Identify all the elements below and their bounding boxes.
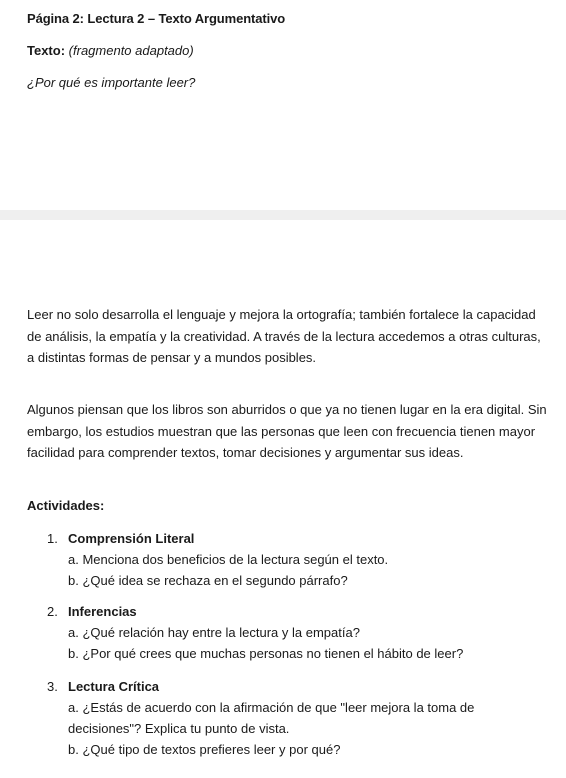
activity-label: Comprensión Literal — [68, 531, 195, 546]
activity-question: a. ¿Qué relación hay entre la lectura y la empatía? — [68, 625, 360, 640]
activity-question: a. ¿Estás de acuerdo con la afirmación de que "leer mejora la toma de decisiones"? Explica tu punto de vista. — [68, 700, 475, 736]
paragraph-2: Algunos piensan que los libros son aburridos o que ya no tienen lugar en la era digital. Sin embargo, los estudios muestran que las personas que leen con frecuencia tienen mayor facilidad para comprender textos, tomar decisiones y argumentar sus ideas. — [27, 402, 547, 460]
text-label: Texto: — [27, 43, 66, 58]
activity-number: 1. — [47, 531, 58, 546]
page-title: Página 2: Lectura 2 – Texto Argumentativo — [27, 11, 286, 26]
activity-item-3 — [47, 676, 547, 760]
activity-item-2 — [47, 601, 547, 664]
text-source-line — [27, 43, 194, 58]
activity-title — [47, 528, 547, 549]
activity-number: 3. — [47, 679, 58, 694]
reading-question: ¿Por qué es importante leer? — [27, 75, 196, 90]
activity-question: b. ¿Por qué crees que muchas personas no tienen el hábito de leer? — [68, 646, 464, 661]
activity-item-1 — [47, 528, 547, 591]
activity-question: b. ¿Qué idea se rechaza en el segundo párrafo? — [68, 573, 348, 588]
activity-label: Lectura Crítica — [68, 679, 160, 694]
page-break — [0, 210, 566, 220]
activity-question: a. Menciona dos beneficios de la lectura según el texto. — [68, 552, 389, 567]
activities-heading: Actividades: — [27, 498, 105, 513]
activity-number: 2. — [47, 604, 58, 619]
text-note: (fragmento adaptado) — [68, 43, 194, 58]
activity-title — [47, 676, 547, 697]
activity-question: b. ¿Qué tipo de textos prefieres leer y por qué? — [68, 742, 341, 757]
activity-title — [47, 601, 547, 622]
page-sheet-top — [0, 0, 566, 210]
activity-label: Inferencias — [68, 604, 137, 619]
paragraph-1: Leer no solo desarrolla el lenguaje y mejora la ortografía; también fortalece la capacidad de análisis, la empatía y la creatividad. A través de la lectura accedemos a otras culturas, a distintas formas de pensar y a mundos posibles. — [27, 307, 541, 365]
